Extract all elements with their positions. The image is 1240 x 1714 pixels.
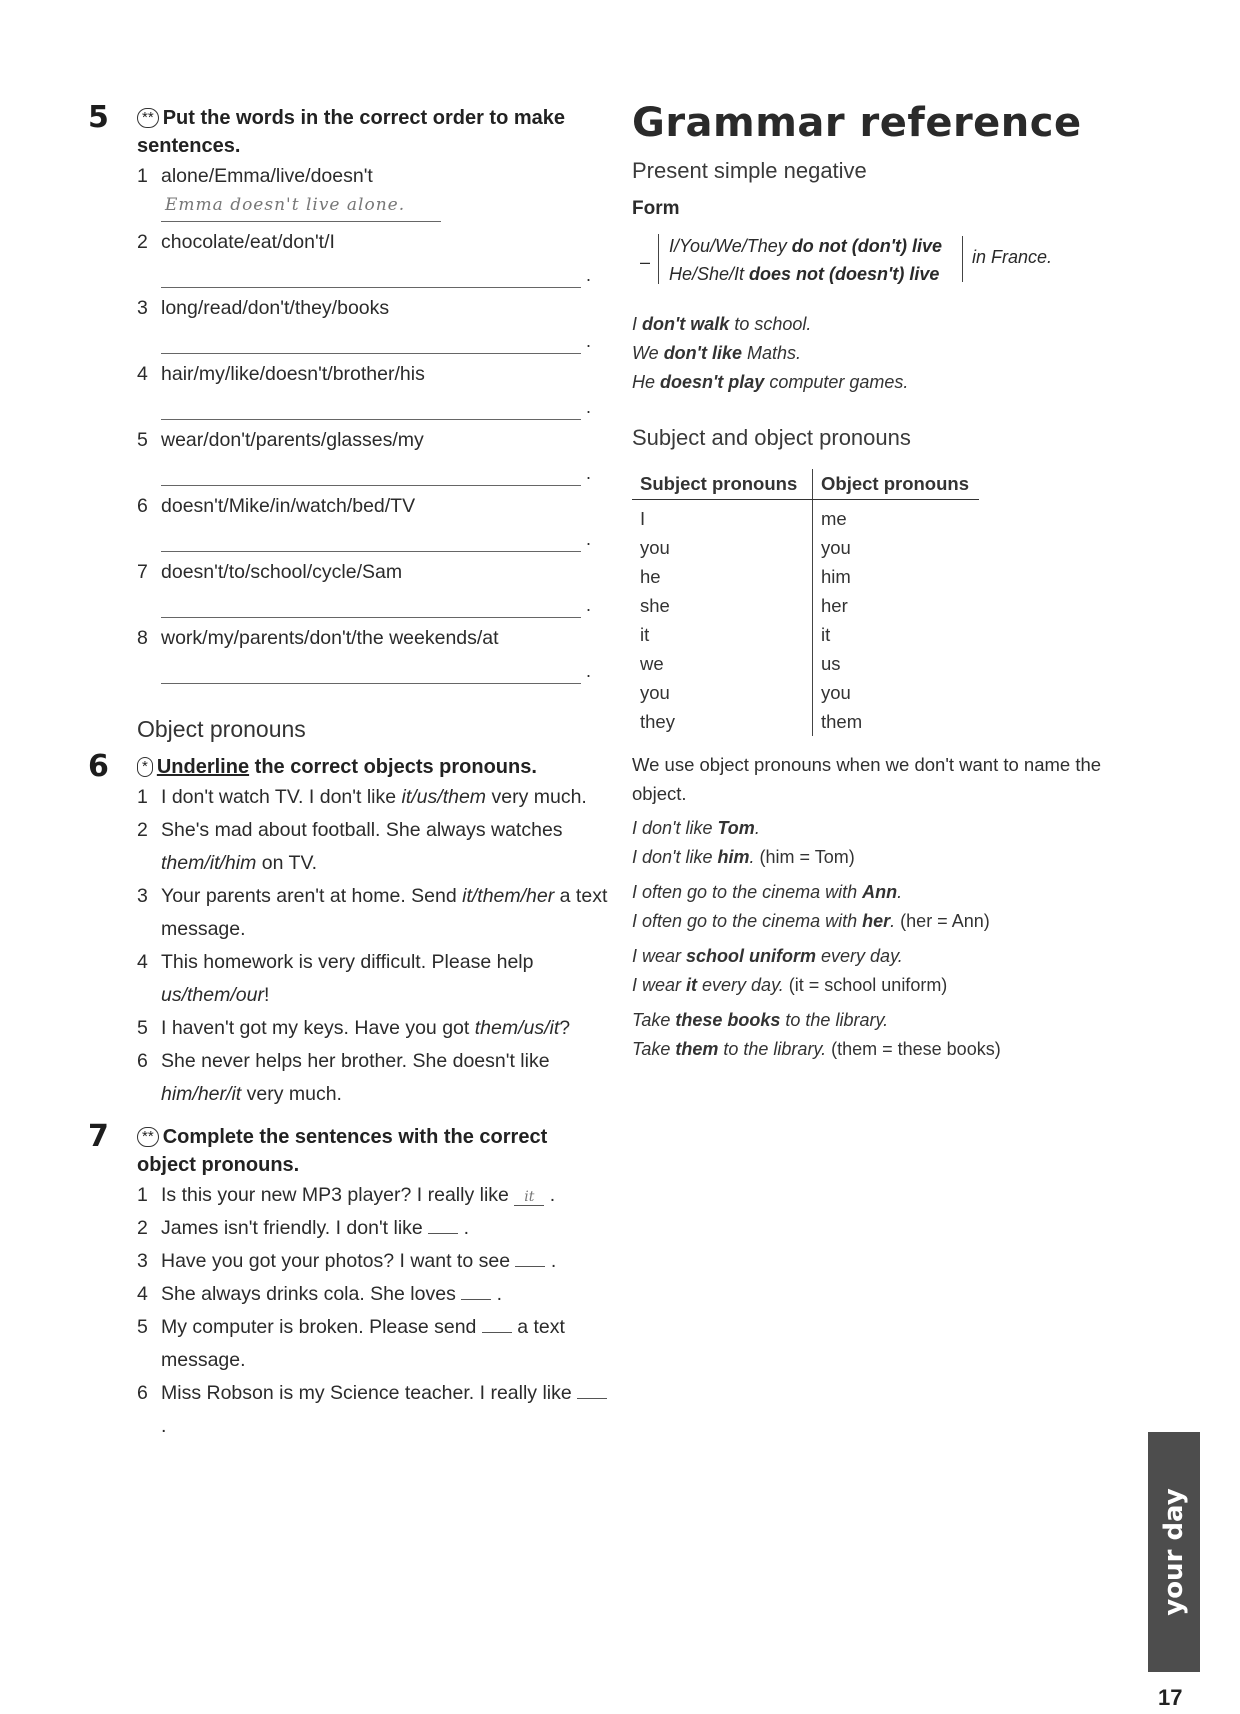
answer-blank[interactable] — [577, 1380, 607, 1399]
word-prompt: long/read/don't/they/books — [161, 297, 390, 319]
exercise-items — [137, 160, 608, 688]
table-row: it it — [632, 620, 979, 649]
word-prompt: hair/my/like/doesn't/brother/his — [161, 363, 425, 385]
exercise-item: 6 She never helps her brother. She doesn't like him/her/it very much. — [137, 1050, 550, 1105]
page-title: Grammar reference — [632, 100, 1082, 146]
exercise-item: 2 chocolate/eat/don't/I . — [137, 226, 608, 292]
exercise-number: 6 — [88, 749, 109, 784]
exercise-item: 1 I don't watch TV. I don't like it/us/them very much. — [137, 786, 587, 808]
exercise-item: 3 long/read/don't/they/books . — [137, 292, 608, 358]
column-header: Object pronouns — [813, 469, 980, 500]
exercise-item: 2 James isn't friendly. I don't like . — [137, 1217, 470, 1239]
answer-line[interactable]: . — [161, 457, 581, 490]
example-line: I don't walk to school. — [632, 314, 812, 334]
answer-blank[interactable]: it — [514, 1189, 544, 1206]
answer-line[interactable]: . — [161, 259, 581, 292]
exercise-instruction: ** Put the words in the correct order to make sentences. — [137, 107, 565, 157]
word-prompt: wear/don't/parents/glasses/my — [161, 429, 424, 451]
exercise-instruction: * Underline the correct objects pronouns. — [137, 753, 608, 781]
exercise-items — [137, 781, 608, 1111]
difficulty-badge: ** — [137, 1127, 159, 1147]
unit-label: your day — [1159, 1488, 1189, 1616]
handwritten-answer: Emma doesn't live alone. — [165, 195, 406, 215]
exercise-5 — [88, 100, 608, 688]
exercise-item: 2 She's mad about football. She always watches them/it/him on TV. — [137, 819, 563, 874]
exercise-item: 4 hair/my/like/doesn't/brother/his . — [137, 358, 608, 424]
word-prompt: doesn't/to/school/cycle/Sam — [161, 561, 403, 583]
answer-line[interactable]: . — [161, 655, 581, 688]
exercise-item: 4 This homework is very difficult. Please help us/them/our! — [137, 951, 534, 1006]
table-row: you you — [632, 533, 979, 562]
table-row: you you — [632, 678, 979, 707]
exercise-item: 5 wear/don't/parents/glasses/my . — [137, 424, 608, 490]
example-pair: Take these books to the library. Take them to the library. (them = these books) — [632, 1010, 1001, 1059]
exercise-item: 7 doesn't/to/school/cycle/Sam . — [137, 556, 608, 622]
exercise-item: 6 doesn't/Mike/in/watch/bed/TV . — [137, 490, 608, 556]
exercise-number: 5 — [88, 100, 109, 135]
section-heading: Present simple negative — [632, 158, 867, 183]
answer-blank[interactable] — [515, 1248, 545, 1267]
table-row: they them — [632, 707, 979, 736]
example-line: He doesn't play computer games. — [632, 372, 909, 392]
form-label: Form — [632, 198, 680, 219]
answer-line[interactable]: . — [161, 325, 581, 358]
exercise-instruction: ** Complete the sentences with the correct object pronouns. — [137, 1126, 548, 1176]
table-header-row — [632, 469, 979, 500]
left-column — [88, 100, 608, 1443]
pronoun-table — [632, 469, 979, 736]
exercise-item: 8 work/my/parents/don't/the weekends/at . — [137, 622, 608, 688]
answer-blank[interactable] — [482, 1314, 512, 1333]
answer-line[interactable]: . — [161, 589, 581, 622]
table-row: he him — [632, 562, 979, 591]
form-line: He/She/It does not (doesn't) live — [669, 264, 940, 284]
unit-side-tab — [1148, 1432, 1200, 1672]
exercise-number: 7 — [88, 1119, 109, 1154]
form-tail: in France. — [972, 247, 1053, 267]
word-prompt: chocolate/eat/don't/I — [161, 231, 335, 253]
exercise-items — [137, 1179, 608, 1443]
example-pair: I don't like Tom. I don't like him. (him = Tom) — [632, 818, 855, 867]
table-row: I me — [632, 500, 979, 534]
exercise-6 — [88, 749, 608, 1111]
exercise-7 — [88, 1119, 608, 1443]
exercise-item: 6 Miss Robson is my Science teacher. I really like . — [137, 1377, 608, 1443]
form-table — [632, 232, 1152, 298]
answer-line[interactable]: . — [161, 391, 581, 424]
word-prompt: alone/Emma/live/doesn't — [161, 165, 373, 187]
example-pair: I often go to the cinema with Ann. I often go to the cinema with her. (her = Ann) — [632, 882, 990, 931]
pronoun-options[interactable]: us/them/our — [161, 984, 264, 1006]
page-number: 17 — [1158, 1685, 1183, 1710]
exercise-item: 5 My computer is broken. Please send a text message. — [137, 1316, 565, 1371]
difficulty-badge: ** — [137, 108, 159, 128]
answer-blank[interactable] — [461, 1281, 491, 1300]
pronoun-options[interactable]: it/them/her — [462, 885, 555, 907]
exercise-item: 3 Your parents aren't at home. Send it/them/her a text message. — [137, 885, 608, 940]
exercise-item: 1 Is this your new MP3 player? I really like it . — [137, 1184, 556, 1206]
word-prompt: doesn't/Mike/in/watch/bed/TV — [161, 495, 416, 517]
form-line: I/You/We/They do not (don't) live — [669, 236, 942, 256]
pronoun-table-wrap — [632, 469, 1152, 736]
difficulty-badge: * — [137, 757, 153, 777]
pronoun-options[interactable]: him/her/it — [161, 1083, 242, 1105]
column-header: Subject pronouns — [632, 469, 813, 500]
answer-line[interactable] — [161, 193, 441, 226]
exercise-item: 3 Have you got your photos? I want to see . — [137, 1250, 557, 1272]
word-prompt: work/my/parents/don't/the weekends/at — [161, 627, 499, 649]
example-line: We don't like Maths. — [632, 343, 802, 363]
answer-blank[interactable] — [428, 1215, 458, 1234]
right-column — [632, 100, 1152, 1064]
table-row: she her — [632, 591, 979, 620]
table-row: we us — [632, 649, 979, 678]
pronoun-options[interactable]: them/us/it — [474, 1017, 560, 1039]
section-title: Object pronouns — [137, 716, 306, 742]
example-sentences — [632, 310, 1152, 397]
answer-line[interactable]: . — [161, 523, 581, 556]
pronoun-options[interactable]: them/it/him — [161, 852, 257, 874]
exercise-item: 5 I haven't got my keys. Have you got them/us/it? — [137, 1017, 571, 1039]
section-heading: Subject and object pronouns — [632, 425, 911, 450]
exercise-item: 1 alone/Emma/live/doesn't Emma doesn't live alone. — [137, 160, 608, 226]
pronoun-options[interactable]: it/us/them — [401, 786, 487, 808]
usage-note: We use object pronouns when we don't want to name the object. — [632, 754, 1102, 804]
example-pair: I wear school uniform every day. I wear it every day. (it = school uniform) — [632, 946, 948, 995]
exercise-item: 4 She always drinks cola. She loves . — [137, 1283, 503, 1305]
dash-symbol: – — [640, 252, 651, 272]
